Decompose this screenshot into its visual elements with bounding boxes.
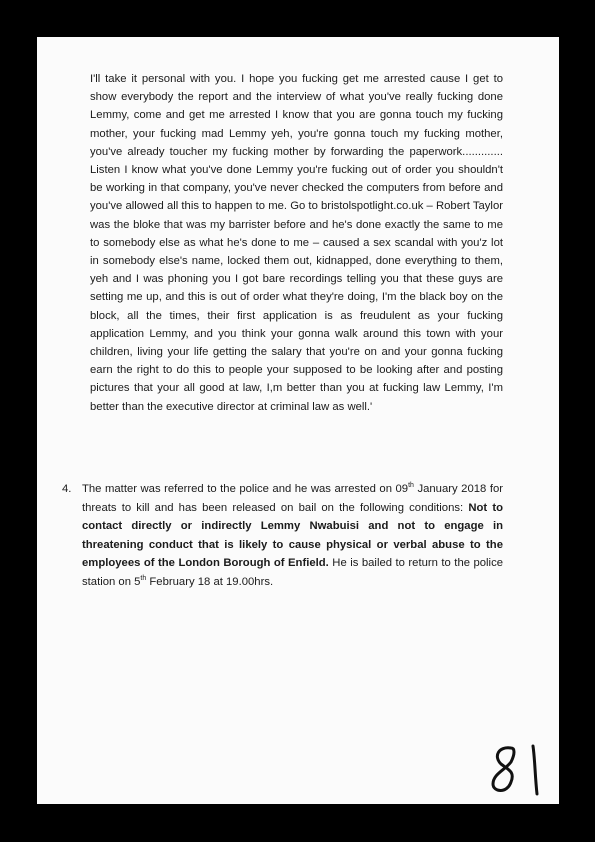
quoted-statement xyxy=(90,70,503,416)
handwritten-page-number xyxy=(485,742,555,800)
item-text-part: January 2018 for threats to kill and has been released on bail on the following conditions: xyxy=(82,483,504,514)
item-text-part: The matter was referred to the police and he was arrested on 09 xyxy=(82,483,409,495)
bail-conditions: Not to contact directly or indirectly Lemmy Nwabuisi and not to engage in threatening conduct that is likely to cause physical or verbal abuse to the employees of the London Borough of Enfield. xyxy=(82,501,504,569)
quote-paragraph: I'll take it personal with you. I hope you fucking get me arrested cause I get to show everybody the report and the interview of what you've really fucking done Lemmy, come and get me arrested I know that you are gonna touch my fucking mother, your fucking mad Lemmy yeh, you're gonna touch my fucking mother, you've already toucher my fucking mother by forwarding the paperwork............. Listen I know what you've done Lemmy you're fucking out of order you shouldn't be working in that company, you've never checked the computers from before and you've allowed all this to happen to me. Go to bristolspotlight.co.uk – Robert Taylor was the bloke that was my barrister before and he's done exactly the same to me to somebody else as what he's done to me – caused a sex scandal with you'z lot in somebody else's name, locked them out, kidnapped, done everything to them, yeh and I was phoning you I got bare recordings telling you that these guys are setting me up, and this is out of order what they're doing, I'm the black boy on the block, all the times, their first application is as freudulent as your fucking application Lemmy, and you think your gonna walk around this town with your children, living your life getting the salary that you're on and your gonna fucking earn the right to do this to people your supposed to be looking after and posting pictures that your all good at law, I,m better than you at fucking law Lemmy, I'm better than the executive director at criminal law as well.' xyxy=(90,73,503,413)
item-text-part: He is bailed to return to the police station on 5 xyxy=(82,557,504,588)
item-number: 4. xyxy=(62,483,72,495)
item-body xyxy=(82,480,503,591)
ordinal-suffix: th xyxy=(140,574,147,582)
item-text-part: February 18 at 19.00hrs. xyxy=(146,575,274,588)
document-page xyxy=(37,37,559,804)
ordinal-suffix: th xyxy=(408,482,414,490)
